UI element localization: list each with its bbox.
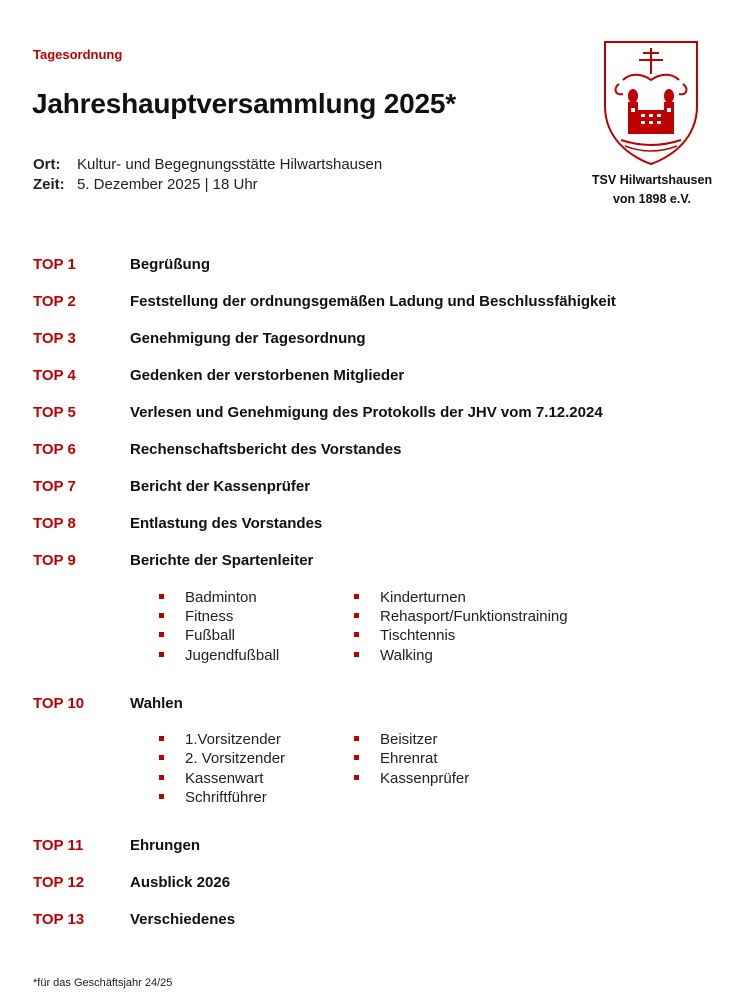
- page-title: Jahreshauptversammlung 2025*: [32, 88, 456, 119]
- agenda-number: TOP 5: [33, 404, 76, 421]
- department-label: Walking: [380, 647, 433, 664]
- agenda-number: TOP 6: [33, 441, 76, 458]
- agenda-number: TOP 1: [33, 256, 76, 273]
- place-label: Ort:: [33, 156, 61, 173]
- bullet-icon: [354, 755, 359, 760]
- agenda-number: TOP 8: [33, 515, 76, 532]
- election-item: [380, 731, 438, 748]
- agenda-text: Feststellung der ordnungsgemäßen Ladung und Beschlussfähigkeit: [130, 293, 616, 310]
- bullet-icon: [159, 755, 164, 760]
- agenda-number: TOP 4: [33, 367, 76, 384]
- election-label: Beisitzer: [380, 731, 438, 748]
- department-item: [185, 647, 279, 664]
- bullet-icon: [159, 736, 164, 741]
- bullet-icon: [159, 652, 164, 657]
- agenda-text: Wahlen: [130, 695, 183, 712]
- department-label: Kinderturnen: [380, 589, 466, 606]
- department-label: Tischtennis: [380, 627, 456, 644]
- club-name-line1: TSV Hilwartshausen: [591, 173, 713, 187]
- agenda-text: Gedenken der verstorbenen Mitglieder: [130, 367, 405, 384]
- election-label: Kassenwart: [185, 770, 264, 787]
- department-item: [185, 589, 257, 606]
- meta-place: [33, 156, 382, 173]
- agenda-text: Ehrungen: [130, 837, 200, 854]
- department-label: Rehasport/Funktionstraining: [380, 608, 568, 625]
- agenda-number: TOP 9: [33, 552, 76, 569]
- bullet-icon: [354, 652, 359, 657]
- agenda-number: TOP 2: [33, 293, 76, 310]
- election-item: [380, 770, 469, 787]
- document-kicker: Tagesordnung: [33, 47, 123, 62]
- bullet-icon: [159, 775, 164, 780]
- bullet-icon: [159, 632, 164, 637]
- agenda-number: TOP 11: [33, 837, 84, 854]
- club-crest-icon: [603, 40, 699, 166]
- department-label: Fitness: [185, 608, 234, 625]
- bullet-icon: [159, 794, 164, 799]
- election-item: [185, 731, 281, 748]
- place-value: Kultur- und Begegnungsstätte Hilwartshausen: [77, 156, 383, 173]
- bullet-icon: [354, 775, 359, 780]
- agenda-number: TOP 10: [33, 695, 85, 712]
- agenda-text: Begrüßung: [130, 256, 210, 273]
- election-item: [185, 770, 263, 787]
- department-label: Jugendfußball: [185, 647, 280, 664]
- agenda-text: Ausblick 2026: [130, 874, 231, 891]
- department-item: [380, 589, 466, 606]
- election-label: 2. Vorsitzender: [185, 750, 286, 767]
- agenda-number: TOP 12: [33, 874, 85, 891]
- bullet-icon: [159, 594, 164, 599]
- election-item: [380, 750, 438, 767]
- department-label: Fußball: [185, 627, 236, 644]
- agenda-text: Verlesen und Genehmigung des Protokolls der JHV vom 7.12.2024: [130, 404, 603, 421]
- agenda-text: Verschiedenes: [130, 911, 236, 928]
- election-label: Schriftführer: [185, 789, 267, 806]
- club-name: [566, 171, 738, 209]
- bullet-icon: [354, 613, 359, 618]
- department-item: [185, 627, 235, 644]
- election-label: 1.Vorsitzender: [185, 731, 281, 748]
- agenda-text: Genehmigung der Tagesordnung: [130, 330, 366, 347]
- bullet-icon: [354, 594, 359, 599]
- footnote: *für das Geschäftsjahr 24/25: [33, 977, 173, 989]
- agenda-number: TOP 7: [33, 478, 76, 495]
- agenda-text: Bericht der Kassenprüfer: [130, 478, 311, 495]
- bullet-icon: [354, 632, 359, 637]
- agenda-number: TOP 3: [33, 330, 76, 347]
- department-item: [185, 608, 233, 625]
- agenda-text: Entlastung des Vorstandes: [130, 515, 323, 532]
- club-name-line2: von 1898 e.V.: [612, 192, 692, 206]
- agenda-text: Berichte der Spartenleiter: [130, 552, 314, 569]
- bullet-icon: [354, 736, 359, 741]
- time-label: Zeit:: [33, 176, 65, 193]
- bullet-icon: [159, 613, 164, 618]
- department-item: [380, 627, 455, 644]
- department-label: Badminton: [185, 589, 257, 606]
- election-label: Kassenprüfer: [380, 770, 470, 787]
- agenda-number: TOP 13: [33, 911, 85, 928]
- agenda-text: Rechenschaftsbericht des Vorstandes: [130, 441, 402, 458]
- department-item: [380, 647, 433, 664]
- election-label: Ehrenrat: [380, 750, 438, 767]
- meta-time: [33, 176, 258, 193]
- time-value: 5. Dezember 2025 | 18 Uhr: [77, 176, 258, 193]
- election-item: [185, 750, 285, 767]
- election-item: [185, 789, 267, 806]
- department-item: [380, 608, 568, 625]
